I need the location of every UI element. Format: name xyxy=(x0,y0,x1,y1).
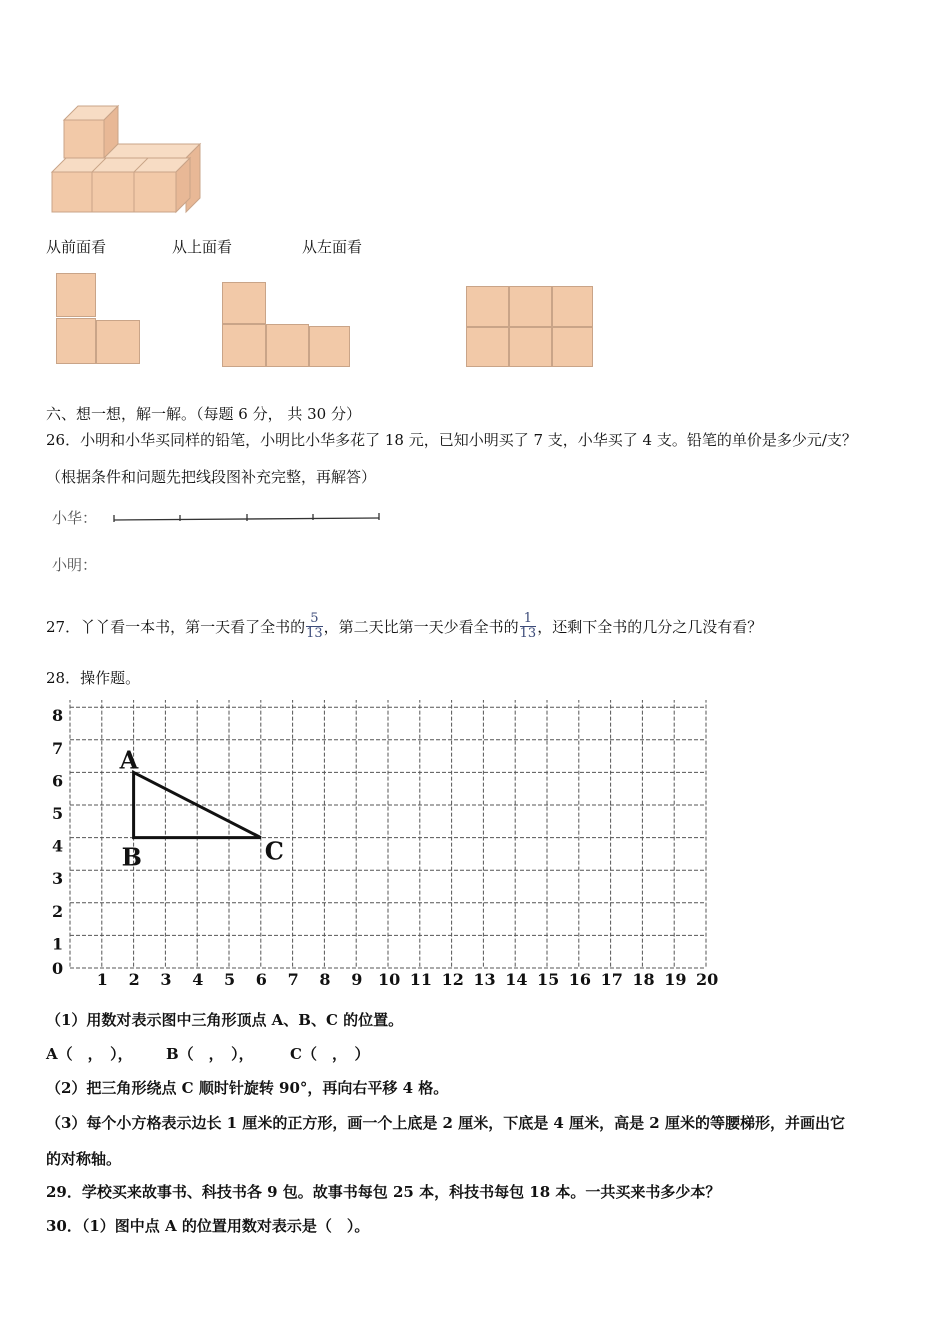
fraction-1-13 xyxy=(520,612,537,641)
x-tick-label: 1 xyxy=(96,970,108,989)
y-tick-label: 2 xyxy=(52,901,64,921)
question-30: 30．（1）图中点 A 的位置用数对表示是（ ）。 xyxy=(46,1217,370,1235)
question-28-sub3-line2: 的对称轴。 xyxy=(46,1150,122,1168)
xiaohua-label: 小华： xyxy=(52,509,98,527)
view-square xyxy=(552,286,593,327)
view-square xyxy=(509,327,552,367)
question-29: 29．学校买来故事书、科技书各 9 包。故事书每包 25 本，科技书每包 18 本。一共买来书多少本？ xyxy=(46,1183,721,1201)
x-tick-label: 19 xyxy=(664,970,687,989)
view-square xyxy=(266,324,309,367)
vertex-label-b: B xyxy=(121,842,142,872)
front-view-label: 从前面看 xyxy=(46,238,107,256)
question-26: 26．小明和小华买同样的铅笔，小明比小华多花了 18 元，已知小明买了 7 支，小华买了 4 支。铅笔的单价是多少元/支？ xyxy=(46,431,857,449)
vertex-label-a: A xyxy=(119,745,139,775)
x-tick-label: 15 xyxy=(537,970,560,989)
fraction-5-13 xyxy=(306,612,323,641)
left-view-label: 从左面看 xyxy=(302,238,363,256)
view-square xyxy=(552,327,593,367)
top-view-label: 从上面看 xyxy=(172,238,233,256)
answer-a: A（ ， ）， xyxy=(46,1045,133,1063)
y-tick-label: 7 xyxy=(52,738,64,758)
fraction-denominator: 13 xyxy=(306,626,323,641)
vertex-label-c: C xyxy=(264,836,284,866)
answer-b: B（ ， ）， xyxy=(166,1045,254,1063)
cube-stack-illustration xyxy=(46,100,211,220)
x-tick-label: 3 xyxy=(160,970,172,989)
view-square xyxy=(56,273,96,317)
question-27-part2: ，第二天比第一天少看全书的 xyxy=(323,618,519,636)
view-square xyxy=(466,286,509,327)
view-square xyxy=(56,318,96,364)
x-tick-label: 12 xyxy=(441,970,464,989)
view-square xyxy=(466,327,509,367)
fraction-numerator: 1 xyxy=(520,612,537,627)
x-tick-label: 4 xyxy=(192,970,204,989)
coordinate-grid-chart xyxy=(40,700,740,995)
x-tick-label: 5 xyxy=(224,970,236,989)
xiaohua-segment-line xyxy=(112,510,384,526)
question-26-note: （根据条件和问题先把线段图补充完整，再解答） xyxy=(46,468,377,486)
fraction-denominator: 13 xyxy=(519,626,537,641)
answer-c: C（ ， ） xyxy=(290,1045,370,1063)
x-tick-label: 6 xyxy=(255,970,267,989)
x-tick-label: 8 xyxy=(319,970,331,989)
fraction-numerator: 5 xyxy=(306,612,323,627)
question-28-sub2: （2）把三角形绕点 C 顺时针旋转 90°，再向右平移 4 格。 xyxy=(46,1079,449,1097)
y-tick-label: 0 xyxy=(52,959,64,978)
y-tick-label: 1 xyxy=(52,934,64,954)
view-square xyxy=(222,324,266,367)
y-tick-label: 8 xyxy=(52,706,64,726)
x-tick-label: 9 xyxy=(351,970,363,989)
x-tick-label: 10 xyxy=(378,970,401,989)
x-tick-label: 13 xyxy=(473,970,496,989)
view-square xyxy=(222,282,266,324)
question-27 xyxy=(46,612,762,641)
x-tick-label: 18 xyxy=(632,970,655,989)
view-square xyxy=(309,326,350,367)
x-tick-label: 17 xyxy=(600,970,623,989)
y-tick-label: 4 xyxy=(52,836,64,856)
question-27-part3: ，还剩下全书的几分之几没有看？ xyxy=(537,618,763,636)
x-tick-label: 2 xyxy=(128,970,140,989)
y-tick-label: 5 xyxy=(52,804,64,823)
question-28-title: 28．操作题。 xyxy=(46,669,141,687)
section-heading: 六、想一想，解一解。（每题 6 分， 共 30 分） xyxy=(46,405,361,423)
xiaoming-label: 小明： xyxy=(52,556,98,574)
view-square xyxy=(96,320,140,364)
question-28-sub1: （1）用数对表示图中三角形顶点 A、B、C 的位置。 xyxy=(46,1011,404,1029)
question-27-part1: 27．丫丫看一本书，第一天看了全书的 xyxy=(46,618,306,636)
x-tick-label: 16 xyxy=(568,970,592,989)
x-tick-label: 14 xyxy=(505,970,528,989)
x-tick-label: 11 xyxy=(409,970,433,989)
x-tick-label: 7 xyxy=(287,970,299,989)
y-tick-label: 3 xyxy=(52,869,64,889)
y-tick-label: 6 xyxy=(52,771,64,791)
view-square xyxy=(509,286,552,327)
x-tick-label: 20 xyxy=(696,970,719,989)
question-28-sub3-line1: （3）每个小方格表示边长 1 厘米的正方形，画一个上底是 2 厘米，下底是 4 厘米，高是 2 厘米的等腰梯形，并画出它 xyxy=(46,1114,845,1132)
